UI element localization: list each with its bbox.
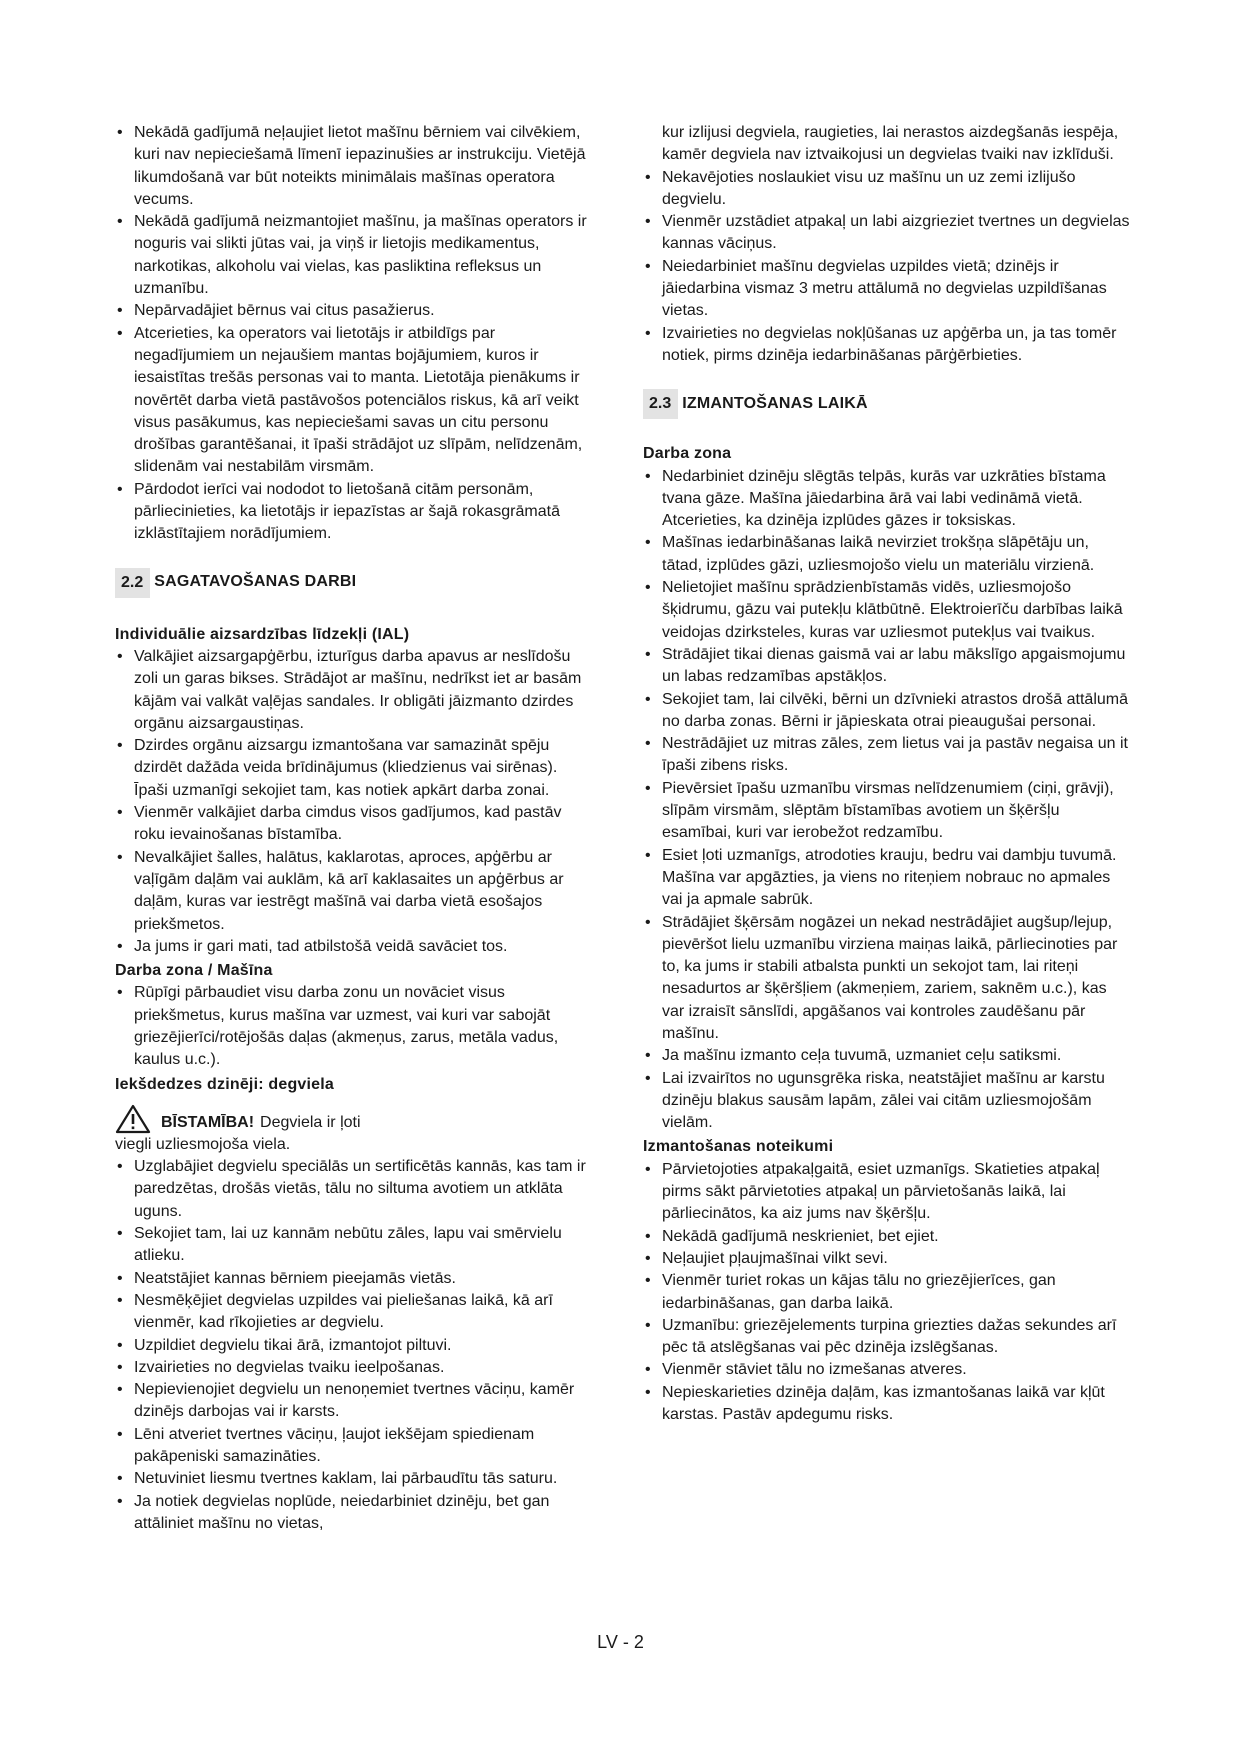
list-item: • Pārvietojoties atpakaļgaitā, esiet uzmanīgs. Skatieties atpakaļ pirms sākt pārvietoties atpakaļ un pārvietošanās laikā, lai pārliecinātos, ka aiz jums nav šķēršļu. xyxy=(643,1159,1133,1226)
list-item: • Uzglabājiet degvielu speciālās un sertificētās kannās, kas tam ir paredzētas, drošās vietās, tālu no siltuma avotiem un atklāta uguns. xyxy=(115,1156,595,1223)
danger-text: Degviela ir ļoti xyxy=(260,1113,361,1131)
list-item: • Ja mašīnu izmanto ceļa tuvumā, uzmaniet ceļu satiksmi. xyxy=(643,1045,1133,1067)
work-zone-list xyxy=(115,982,595,1071)
list-item: • Ja notiek degvielas noplūde, neiedarbiniet dzinēju, bet gan attāliniet mašīnu no vietas, xyxy=(115,1491,595,1536)
list-item: • Uzpildiet degvielu tikai ārā, izmantojot piltuvi. xyxy=(115,1335,595,1357)
list-item: • Nepārvadājiet bērnus vai citus pasažierus. xyxy=(115,300,595,322)
list-item: • Mašīnas iedarbināšanas laikā nevirziet trokšņa slāpētāju un, tātad, izplūdes gāzi, uzliesmojošo vielu un materiālu virzienā. xyxy=(643,532,1133,577)
usage-heading: Izmantošanas noteikumi xyxy=(643,1138,834,1156)
list-item: • Strādājiet tikai dienas gaismā vai ar labu mākslīgo apgaismojumu un labas redzamības apstākļos. xyxy=(643,644,1133,689)
work-zone-heading: Darba zona / Mašīna xyxy=(115,962,273,980)
fuel-list-continued xyxy=(643,167,1133,368)
list-item: • Netuviniet liesmu tvertnes kaklam, lai pārbaudītu tās saturu. xyxy=(115,1468,595,1490)
list-item: • Neļaujiet pļaujmašīnai vilkt sevi. xyxy=(643,1248,1133,1270)
section-number: 2.2 xyxy=(115,568,150,598)
section-title: IZMANTOŠANAS LAIKĀ xyxy=(682,395,868,413)
list-item: • Esiet ļoti uzmanīgs, atrodoties krauju, bedru vai dambju tuvumā. Mašīna var apgāzties, ja viens no riteņiem nobrauc no apmales vai ja apmale sabrūk. xyxy=(643,845,1133,912)
section-2-2-heading xyxy=(115,568,595,598)
danger-text-continued: viegli uzliesmojoša viela. xyxy=(115,1135,291,1153)
section-2-3-heading xyxy=(643,389,1133,419)
list-item: • Rūpīgi pārbaudiet visu darba zonu un novāciet visus priekšmetus, kurus mašīna var uzmest, vai kuri var sabojāt griezējierīci/rotējošās daļas (akmeņus, zarus, metāla vadus, kaulus u.c.). xyxy=(115,982,595,1071)
list-item: • Neiedarbiniet mašīnu degvielas uzpildes vietā; dzinējs ir jāiedarbina vismaz 3 metru attālumā no degvielas uzpildīšanas vietas. xyxy=(643,256,1133,323)
ial-heading: Individuālie aizsardzības līdzekļi (IAL) xyxy=(115,625,410,643)
fuel-list xyxy=(115,1156,595,1535)
list-item: • Vienmēr uzstādiet atpakaļ un labi aizgrieziet tvertnes un degvielas kannas vāciņus. xyxy=(643,211,1133,256)
list-item: • Nevalkājiet šalles, halātus, kaklarotas, aproces, apģērbu ar vaļīgām daļām vai auklām, kā arī kaklasaites un apģērbus ar daļām, kuras var iestrēgt mašīnā vai darba vietā esošajos priekšmetos. xyxy=(115,847,595,936)
warning-triangle-icon xyxy=(115,1104,151,1134)
list-item: • Uzmanību: griezējelements turpina griezties dažas sekundes arī pēc tā atslēgšanas vai pēc dzinēja izslēgšanas. xyxy=(643,1315,1133,1360)
danger-warning xyxy=(115,1104,595,1156)
list-item: • Vienmēr valkājiet darba cimdus visos gadījumos, kad pastāv roku ievainošanas bīstamība. xyxy=(115,802,595,847)
list-item: • Nekādā gadījumā neizmantojiet mašīnu, ja mašīnas operators ir noguris vai slikti jūtas vai, ja viņš ir lietojis medikamentus, narkotikas, alkoholu vai vielas, kas pasliktina refleksus un uzmanību. xyxy=(115,211,595,300)
fuel-heading: Iekšdedzes dzinēji: degviela xyxy=(115,1075,335,1093)
section-title: SAGATAVOŠANAS DARBI xyxy=(154,573,357,591)
list-item: • Izvairieties no degvielas tvaiku ieelpošanas. xyxy=(115,1357,595,1379)
list-item: • Sekojiet tam, lai cilvēki, bērni un dzīvnieki atrastos drošā attālumā no darba zonas. Bērni ir jāpieskata otrai pieaugušai personai. xyxy=(643,689,1133,734)
left-column xyxy=(115,122,595,1535)
list-item: • Nedarbiniet dzinēju slēgtās telpās, kurās var uzkrāties bīstama tvana gāze. Mašīna jāiedarbina ārā vai labi vedināmā vietā. Atcerieties, ka dzinēja izplūdes gāzes ir toksiskas. xyxy=(643,466,1133,533)
list-item: • Izvairieties no degvielas nokļūšanas uz apģērba un, ja tas tomēr notiek, pirms dzinēja iedarbināšanas pārģērbieties. xyxy=(643,323,1133,368)
section-number: 2.3 xyxy=(643,389,678,419)
list-item: • Nestrādājiet uz mitras zāles, zem lietus vai ja pastāv negaisa un it īpaši zibens risks. xyxy=(643,733,1133,778)
intro-list xyxy=(115,122,595,546)
list-item: • Nekavējoties noslaukiet visu uz mašīnu un uz zemi izlijušo degvielu. xyxy=(643,167,1133,212)
list-item: • Ja jums ir gari mati, tad atbilstošā veidā savāciet tos. xyxy=(115,936,595,958)
list-item: • Vienmēr stāviet tālu no izmešanas atveres. xyxy=(643,1359,1133,1381)
ial-list xyxy=(115,646,595,958)
list-item: • Nepievienojiet degvielu un nenoņemiet tvertnes vāciņu, kamēr dzinējs darbojas vai ir karsts. xyxy=(115,1379,595,1424)
right-column xyxy=(643,122,1133,1426)
list-item: • Pievērsiet īpašu uzmanību virsmas nelīdzenumiem (ciņi, grāvji), slīpām virsmām, slēptām bīstamības avotiem un šķēršļu esamībai, kuri var ierobežot redzamību. xyxy=(643,778,1133,845)
list-item: • Nekādā gadījumā neļaujiet lietot mašīnu bērniem vai cilvēkiem, kuri nav nepieciešamā līmenī iepazinušies ar instrukciju. Vietējā likumdošanā var būt noteikts minimālais mašīnas operatora vecums. xyxy=(115,122,595,211)
list-item: • Strādājiet šķērsām nogāzei un nekad nestrādājiet augšup/lejup, pievēršot lielu uzmanību virziena maiņas laikā, pārliecinoties par to, ka jums ir stabili atbalsta punkti un sekojot tam, lai riteņi nesadurtos ar šķēršļiem (akmeņiem, zariem, saknēm u.c.), kas var izraisīt sānslīdi, apgāšanos vai kontroles zaudēšanu pār mašīnu. xyxy=(643,912,1133,1046)
list-item: • Atcerieties, ka operators vai lietotājs ir atbildīgs par negadījumiem un nejaušiem mantas bojājumiem, kuros ir iesaistītas trešās personas vai to manta. Lietotāja pienākums ir novērtēt darba vietā pastāvošos potenciālos riskus, kā arī veikt visus pasākumus, kas nepieciešami savas un citu personu drošības garantēšanai, it īpaši strādājot uz slīpām, nelīdzenām, slidenām vai nestabilām virsmām. xyxy=(115,323,595,479)
list-item: • Lēni atveriet tvertnes vāciņu, ļaujot iekšējam spiedienam pakāpeniski samazināties. xyxy=(115,1424,595,1469)
list-item: • Valkājiet aizsargapģērbu, izturīgus darba apavus ar neslīdošu zoli un garas bikses. Strādājot ar mašīnu, nedrīkst iet ar basām kājām vai valkāt vaļējas sandales. Ir obligāti jāizmanto dzirdes orgānu aizsargaustiņas. xyxy=(115,646,595,735)
usage-list xyxy=(643,1159,1133,1427)
list-item: • Vienmēr turiet rokas un kājas tālu no griezējierīces, gan iedarbināšanas, gan darba laikā. xyxy=(643,1270,1133,1315)
list-item: • Dzirdes orgānu aizsargu izmantošana var samazināt spēju dzirdēt dažāda veida brīdinājumus (kliedzienus vai sirēnas). Īpaši uzmanīgi sekojiet tam, kas notiek apkārt darba zonai. xyxy=(115,735,595,802)
list-item: • Nelietojiet mašīnu sprādzienbīstamās vidēs, uzliesmojošo šķidrumu, gāzu vai putekļu klātbūtnē. Elektroierīču darbības laikā veidojas dzirksteles, kuras var uzliesmot putekļus vai tvaikus. xyxy=(643,577,1133,644)
list-item: • Sekojiet tam, lai uz kannām nebūtu zāles, lapu vai smērvielu atlieku. xyxy=(115,1223,595,1268)
continuation-text: kur izlijusi degviela, raugieties, lai nerastos aizdegšanās iespēja, kamēr degviela nav iztvaikojusi un degvielas tvaiki nav izklīduši. xyxy=(662,124,1119,164)
list-item: • Neatstājiet kannas bērniem pieejamās vietās. xyxy=(115,1268,595,1290)
work-area-heading: Darba zona xyxy=(643,445,732,463)
work-area-list xyxy=(643,466,1133,1135)
list-item: • Pārdodot ierīci vai nododot to lietošanā citām personām, pārliecinieties, ka lietotājs ir iepazīstas ar šajā rokasgrāmatā izklāstītajiem norādījumiem. xyxy=(115,479,595,546)
list-item: • Nesmēķējiet degvielas uzpildes vai pieliešanas laikā, kā arī vienmēr, kad rīkojieties ar degvielu. xyxy=(115,1290,595,1335)
list-item: • Nekādā gadījumā neskrieniet, bet ejiet. xyxy=(643,1226,1133,1248)
page-number: LV - 2 xyxy=(597,1632,644,1652)
danger-label: BĪSTAMĪBA! xyxy=(161,1113,255,1131)
list-item: • Nepieskarieties dzinēja daļām, kas izmantošanas laikā var kļūt karstas. Pastāv apdegumu risks. xyxy=(643,1382,1133,1427)
list-item: • Lai izvairītos no ugunsgrēka riska, neatstājiet mašīnu ar karstu dzinēju blakus sausām lapām, zālei vai citām uzliesmojošām vielām. xyxy=(643,1068,1133,1135)
